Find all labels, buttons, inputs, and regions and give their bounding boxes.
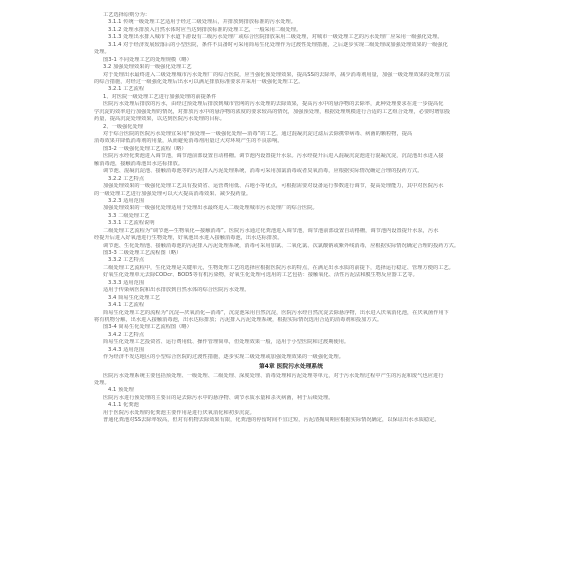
text-line: 加强处理效果的一级强化处理工艺具有投资省、运营费用低、占地小等优点，可根据需要对设备运行参数进行调节，提高处理能力，其中对医院污水 bbox=[103, 183, 444, 190]
text-line: 经提升后进入好氧池进行生物处理，好氧池出水进入接触消毒池，出水达标排放。 bbox=[94, 235, 283, 242]
text-line: 药量，提高沉淀处理效果，以达到医院污水处理的目标。 bbox=[94, 116, 225, 123]
text-line: 处理。 bbox=[94, 380, 110, 386]
text-line: 二级处理工艺流程为“调节池—生物氧化—接触消毒”。医院污水通过化粪池进入调节池，调节池前部设置自动格栅，调节池内设置提升水泵，污水 bbox=[103, 227, 439, 234]
text-line: 3.2 加强处理效果的一级强化处理工艺 bbox=[103, 64, 192, 71]
text-line: 3.1.1 传统一级处理工艺适用于经过二级处理后，并排放到排放标准的污水处理。 bbox=[108, 19, 296, 26]
text-line: 图3-4 简易生化处理工艺流程图（略） bbox=[103, 324, 192, 331]
text-line: 3.3.2 工艺特点 bbox=[108, 257, 145, 264]
text-line: 医院污水处理系统主要包括预处理、一级处理、二级处理、深度处理、消毒处理和污泥处理等单元，对于污水处理过程中产生的污泥和废气也应进行 bbox=[103, 372, 444, 379]
text-line: 医院污水处理后排放的污水，由经过预处理后排放到城市管网的污水处理的去除效果，提高污水中的悬浮物的去除率，此种处理要求在进一步提高化 bbox=[103, 101, 444, 108]
text-line: 的综合措施，对经过一级强化处理后出水可以满足排放标准要求并采用一级强化处理工艺。 bbox=[94, 78, 304, 85]
text-line: 将有机物分解，出水进入接触消毒池，出水达标排放；污泥排入污泥处理系统，根据实际情况选用合适的消毒剂和投加方式。 bbox=[94, 316, 383, 323]
text-line: 工艺选择原则分为： bbox=[103, 12, 151, 18]
text-line: 简易生化处理工艺投资省、运行费用低、操作管理简单，但处理效果一般，适用于小型医院和过渡期使用。 bbox=[103, 339, 350, 346]
text-line: 图3-2 一级强化处理工艺流程（略） bbox=[103, 145, 187, 152]
text-line: 4.1 预处理 bbox=[108, 387, 134, 394]
text-line: 3.2.3 适用范围 bbox=[108, 197, 145, 204]
text-line: 3.4.2 工艺特点 bbox=[108, 331, 145, 338]
text-line: 1、对医院一级处理工艺进行加强处理的前提条件 bbox=[103, 93, 217, 100]
text-line: 3.2.1 工艺流程 bbox=[108, 86, 145, 93]
text-line: 简易生化处理工艺的流程为“沉淀—厌氧消化—消毒”，沉淀池采用自然沉淀，医院污水经自然沉淀去除悬浮物，出水进入厌氧消化池，在厌氧菌作用下 bbox=[103, 309, 449, 316]
text-line: 消毒效果并降低消毒剂的用量，从而避免消毒剂用量过大对环境产生的不良影响。 bbox=[94, 138, 283, 145]
text-line: 二级处理工艺流程中，生化处理是关键单元，生物处理工艺的选择应根据医院污水的特点，在满足出水水质的前提下，选择运行稳定、管理方便的工艺。 bbox=[103, 264, 454, 271]
text-line: 图3-3 二级处理工艺流程图（略） bbox=[103, 250, 182, 256]
text-line: 2、一级强化处理 bbox=[103, 123, 144, 130]
text-line: 3.4 简易生化处理工艺 bbox=[108, 294, 160, 301]
text-line: 图3-1 不同处理工艺的处理规模（略） bbox=[103, 56, 192, 63]
document-body bbox=[94, 12, 488, 425]
text-line: 的一级处理工艺进行加强处理可以大大提高消毒效果、减少投药量。 bbox=[94, 190, 252, 197]
text-line: 好氧生化处理单元去除CODcr、BOD5等有机污染物，好氧生化处理可选用的工艺包括：接触氧化、活性污泥法和膜生物反应器工艺等。 bbox=[103, 272, 418, 279]
text-line: 3.3.1 工艺流程说明 bbox=[108, 220, 155, 227]
text-line: 3.2.2 工艺特点 bbox=[108, 175, 145, 182]
text-line: 医院污水进行预处理的主要目的是去除污水中的悬浮物、调节水质水量和杀灭病菌，利于后续处理。 bbox=[103, 394, 334, 401]
text-line: 3.1.2 处理水排放入自然水体时应当达到排放标准的处理工艺，一般采用二级处理。 bbox=[108, 26, 302, 33]
text-line: 3.3 二级处理工艺 bbox=[108, 212, 150, 219]
text-line: 适用于传染病医院和出水排放到自然水体的综合医院污水处理。 bbox=[103, 287, 250, 294]
text-line: 作为经济不发达地区的小型综合医院的过渡性措施，逐步实现二级处理或加强处理效果的一级强化处理。 bbox=[103, 354, 344, 361]
text-line: 调节池、混凝沉淀池、接触消毒池等的污泥排入污泥处理系统，消毒可采用加氯消毒或者臭氧消毒，应根据实际情况确定合理的投药方式。 bbox=[103, 168, 423, 175]
text-line: 用于医院污水处理的化粪池主要作用是进行厌氧消化和初步沉淀。 bbox=[103, 409, 255, 416]
text-line: 3.3.3 适用范围 bbox=[108, 279, 145, 286]
text-line: 对于综合医院的医院污水处理宜采用“预处理—一级强化处理—消毒”的工艺，通过混凝沉淀过滤后去除携带病毒、病菌的颗粒物，提高 bbox=[103, 131, 413, 137]
text-line: 普通化粪池对SS去除率较高，但对有机物去除效果有限，化粪池的停留时间不宜过短，污泥清掏周期应根据实际情况确定，以保证出水水质稳定。 bbox=[103, 417, 440, 424]
text-line: 医院污水经化粪池进入调节池，调节池前部设置自动格栅。调节池内设置提升水泵。污水经提升后进入混凝沉淀池进行混凝沉淀，沉淀池出水进入接 bbox=[103, 153, 444, 160]
text-line: 3.1.4 对于经济发展较落后的小型医院，条件不具备时可采用简易生化处理作为过渡性处理措施，之后逐步实现二级处理或加强处理效果的一级强化 bbox=[108, 41, 448, 48]
text-line: 4.1.1 化粪池 bbox=[108, 402, 139, 409]
text-line: 3.1.3 处理出水排入城市下水道下游设有二级污水处理厂或综合医院排放采用二级处理，对城市一级处理工艺的污水处理厂应采用一级强化处理。 bbox=[108, 34, 443, 41]
text-line: 调节池、生化处理池、接触消毒池的污泥排入污泥处理系统，消毒可采用加氯、二氧化氯、次氯酸钠或紫外线消毒，应根据实际情况确定合理的投药方式。 bbox=[103, 242, 460, 249]
text-line: 处理。 bbox=[94, 49, 110, 56]
text-line: 学沉淀的效率进行加强处理的情况，对排放污水中的悬浮物的浓度的要求较高的情况，加强预处理，根据处理规模进行合适的工艺组合处理，必要时增加投 bbox=[94, 108, 451, 115]
text-line: 加强处理效果的一级强化处理适用于处理出水最终进入二级处理城市污水处理厂的综合医院。 bbox=[103, 205, 318, 212]
text-line: 触消毒池，接触消毒池出水达标排放。 bbox=[94, 160, 184, 167]
text-line: 3.4.1 工艺流程 bbox=[108, 302, 145, 309]
chapter-title: 第4章 医院污水处理系统 bbox=[258, 363, 324, 370]
text-line: 对于处理出水最终进入二级处理城市污水处理厂的综合医院，应当强化预处理效果，提高SS的去除率，减少消毒剂用量，加强一级处理效果的处理方法 bbox=[103, 71, 451, 78]
text-line: 3.4.3 适用范围 bbox=[108, 346, 145, 353]
